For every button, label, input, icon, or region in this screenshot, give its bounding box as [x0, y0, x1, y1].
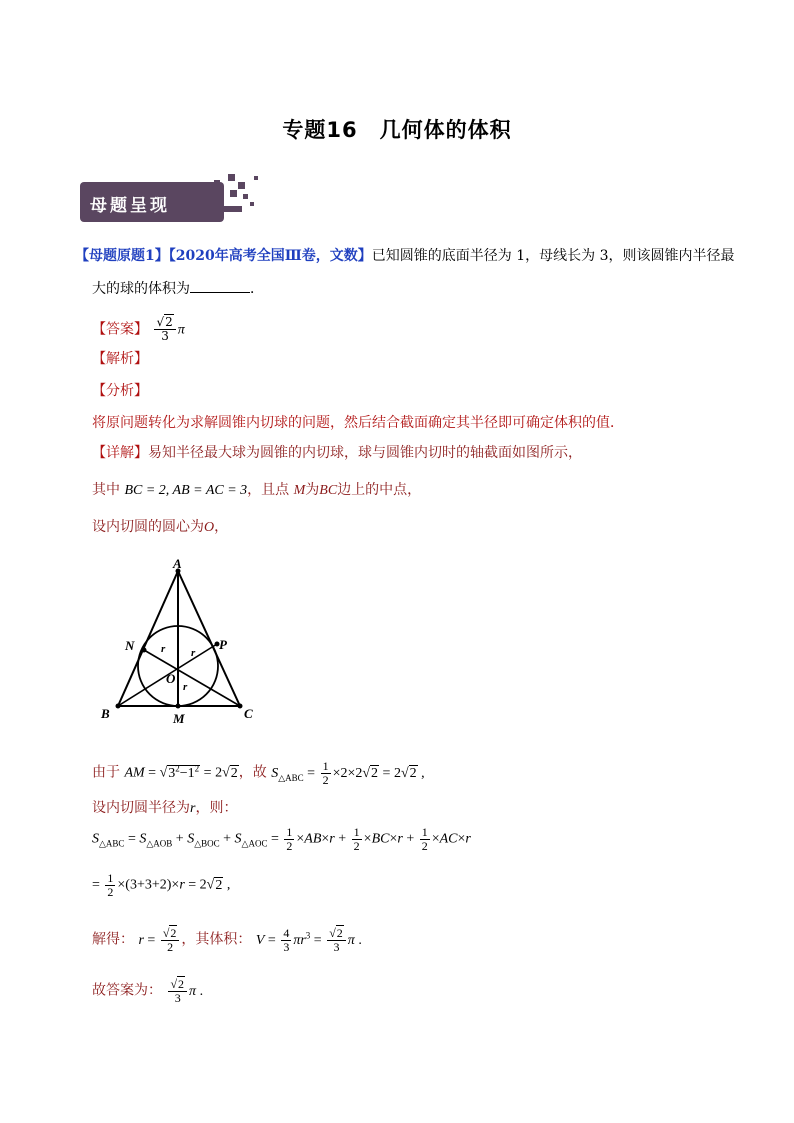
solve-prefix: 解得：: [92, 931, 134, 948]
answer-line: 【答案】 $\frac{√2}{3}$ π: [92, 315, 185, 343]
label-a: A: [173, 556, 182, 571]
given-prefix: 其中: [92, 482, 120, 498]
label-c: C: [244, 706, 253, 721]
area-sum-equation: $S_{\triangle ABC} = S_{\triangle AOB} + S_{\triangle BOC} + S_{\triangle AOC}$ = $\frac{1}{2}$ ×AB×r + $\frac{1}{2}$ ×BC×r + $\frac{1}{2}$ ×AC×r: [92, 825, 471, 853]
problem-tag: 【母题原题1】: [75, 248, 169, 264]
area-result-equation: = $\frac{1}{2}$ ×(3+3+2)×r = 2√2 ,: [92, 871, 231, 899]
problem-end-mark: ．: [250, 281, 264, 297]
am-equation: AM = $√3^2-1^2 = 2√2$: [124, 763, 238, 781]
problem-line-1: [75, 246, 734, 266]
detail-text: 易知半径最大球为圆锥的内切球，球与圆锥内切时的轴截面如图所示，: [148, 445, 582, 461]
center-text: 设内切圆的圆心为: [92, 519, 204, 535]
given-bc: BC: [319, 483, 338, 498]
area-abc-equation: $S_{\triangle ABC}$ = $\frac{1}{2}$ ×2×2√2 = 2√2 ,: [271, 758, 425, 787]
label-b: B: [101, 706, 110, 721]
problem-text-2: 大的球的体积为: [92, 281, 190, 297]
detail-line: [92, 443, 582, 463]
final-answer: $\frac{√2}{3}$ π .: [170, 977, 204, 1005]
incircle-figure: [95, 552, 270, 727]
section-banner: [80, 172, 266, 224]
label-r-right: r: [191, 647, 196, 659]
label-r-left: r: [161, 643, 166, 655]
banner-decoration-icon: [210, 172, 266, 224]
fenxi-text: 将原问题转化为求解圆锥内切球的问题，然后结合截面确定其半径即可确定体积的值．: [92, 415, 624, 431]
am-line: [92, 758, 425, 787]
answer-fraction: $\frac{√2}{3}$: [154, 316, 175, 343]
given-midpoint-text: 边上的中点，: [337, 482, 422, 498]
fenxi-label: 【分析】: [92, 383, 148, 399]
analysis-label: 【解析】: [92, 351, 148, 367]
page-title: 专题16 几何体的体积: [282, 118, 512, 142]
given-equation: BC = 2, AB = AC = 3: [124, 483, 248, 498]
center-end: ，: [214, 519, 229, 535]
final-line: [92, 978, 203, 1005]
volume-prefix: ，其体积：: [181, 931, 252, 948]
center-o: O: [204, 520, 215, 535]
am-gu: ，故: [238, 764, 267, 781]
label-r-down: r: [183, 681, 188, 693]
center-line: [92, 517, 228, 538]
radius-value: r = $\frac{√2}{2}$: [138, 933, 181, 948]
given-wei: 为: [305, 482, 320, 498]
side-ac: [178, 571, 240, 706]
final-prefix: 故答案为：: [92, 982, 162, 999]
radius-line: 设内切圆半径为r，则：: [92, 800, 238, 816]
label-m: M: [173, 711, 185, 726]
detail-label: 【详解】: [92, 445, 148, 461]
given-point-m: M: [293, 483, 306, 498]
problem-text-1: 已知圆锥的底面半径为 1，母线长为 3，则该圆锥内半径最: [371, 248, 735, 264]
given-mid: ，且点: [247, 482, 290, 498]
label-p: P: [219, 637, 227, 652]
answer-blank: [190, 278, 250, 293]
label-o: O: [166, 671, 176, 686]
problem-line-2: [92, 278, 264, 299]
problem-source: 【2020年高考全国Ⅲ卷，文数】: [168, 248, 372, 264]
given-line: [92, 480, 421, 501]
solve-line: [92, 925, 362, 954]
am-prefix: 由于: [92, 764, 120, 781]
banner-text: 母题呈现: [90, 196, 170, 216]
answer-label: 【答案】: [92, 321, 148, 338]
label-n: N: [125, 638, 135, 653]
radius-text: 设内切圆半径为: [92, 800, 190, 816]
volume-equation: V = $\frac{4}{3}$ $\pi r^3$ = $\frac{√2}{3}$ π .: [255, 925, 362, 954]
radius-end: ，则：: [195, 800, 238, 816]
